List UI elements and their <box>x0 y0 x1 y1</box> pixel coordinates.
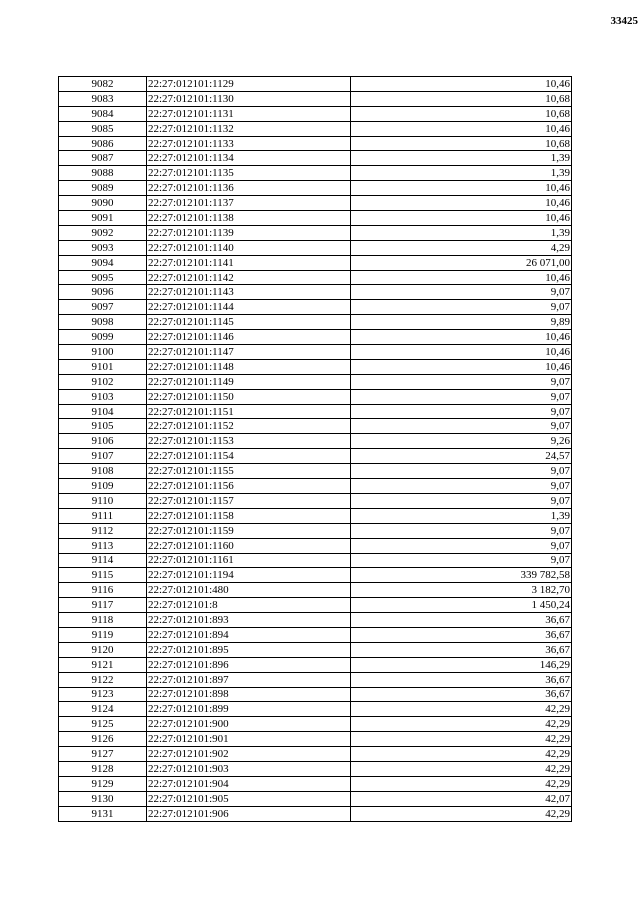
row-number-cell: 9094 <box>59 255 147 270</box>
cadastral-table <box>58 76 572 822</box>
cadastral-number-cell: 22:27:012101:1161 <box>147 553 351 568</box>
area-value-cell: 10,46 <box>351 196 572 211</box>
cadastral-number-cell: 22:27:012101:8 <box>147 598 351 613</box>
cadastral-number-cell: 22:27:012101:896 <box>147 657 351 672</box>
row-number-cell: 9108 <box>59 464 147 479</box>
row-number-cell: 9109 <box>59 479 147 494</box>
page-number: 33425 <box>610 15 638 27</box>
row-number-cell: 9100 <box>59 345 147 360</box>
row-number-cell: 9097 <box>59 300 147 315</box>
cadastral-number-cell: 22:27:012101:897 <box>147 672 351 687</box>
area-value-cell: 9,07 <box>351 285 572 300</box>
row-number-cell: 9084 <box>59 106 147 121</box>
row-number-cell: 9122 <box>59 672 147 687</box>
cadastral-number-cell: 22:27:012101:902 <box>147 747 351 762</box>
cadastral-number-cell: 22:27:012101:1137 <box>147 196 351 211</box>
cadastral-number-cell: 22:27:012101:1133 <box>147 136 351 151</box>
table-row <box>59 583 572 598</box>
area-value-cell: 42,29 <box>351 732 572 747</box>
area-value-cell: 9,89 <box>351 315 572 330</box>
cadastral-number-cell: 22:27:012101:480 <box>147 583 351 598</box>
cadastral-number-cell: 22:27:012101:1156 <box>147 479 351 494</box>
row-number-cell: 9110 <box>59 493 147 508</box>
table-row <box>59 672 572 687</box>
cadastral-number-cell: 22:27:012101:894 <box>147 627 351 642</box>
table-row <box>59 136 572 151</box>
table-row <box>59 747 572 762</box>
table-row <box>59 449 572 464</box>
area-value-cell: 4,29 <box>351 240 572 255</box>
area-value-cell: 10,68 <box>351 106 572 121</box>
area-value-cell: 1,39 <box>351 508 572 523</box>
cadastral-table-body <box>59 77 572 822</box>
row-number-cell: 9090 <box>59 196 147 211</box>
row-number-cell: 9102 <box>59 374 147 389</box>
row-number-cell: 9086 <box>59 136 147 151</box>
table-row <box>59 315 572 330</box>
cadastral-number-cell: 22:27:012101:899 <box>147 702 351 717</box>
row-number-cell: 9083 <box>59 91 147 106</box>
table-row <box>59 285 572 300</box>
area-value-cell: 42,29 <box>351 776 572 791</box>
cadastral-number-cell: 22:27:012101:1147 <box>147 345 351 360</box>
row-number-cell: 9116 <box>59 583 147 598</box>
cadastral-number-cell: 22:27:012101:1148 <box>147 359 351 374</box>
table-row <box>59 345 572 360</box>
cadastral-number-cell: 22:27:012101:1144 <box>147 300 351 315</box>
area-value-cell: 9,07 <box>351 419 572 434</box>
row-number-cell: 9093 <box>59 240 147 255</box>
row-number-cell: 9113 <box>59 538 147 553</box>
row-number-cell: 9101 <box>59 359 147 374</box>
cadastral-number-cell: 22:27:012101:898 <box>147 687 351 702</box>
cadastral-number-cell: 22:27:012101:901 <box>147 732 351 747</box>
area-value-cell: 10,68 <box>351 136 572 151</box>
cadastral-number-cell: 22:27:012101:1130 <box>147 91 351 106</box>
row-number-cell: 9106 <box>59 434 147 449</box>
area-value-cell: 42,29 <box>351 747 572 762</box>
table-row <box>59 77 572 92</box>
table-row <box>59 598 572 613</box>
table-row <box>59 687 572 702</box>
area-value-cell: 9,07 <box>351 389 572 404</box>
table-row <box>59 359 572 374</box>
table-row <box>59 553 572 568</box>
table-row <box>59 627 572 642</box>
table-row <box>59 106 572 121</box>
area-value-cell: 9,07 <box>351 493 572 508</box>
table-row <box>59 702 572 717</box>
row-number-cell: 9131 <box>59 806 147 821</box>
table-row <box>59 91 572 106</box>
row-number-cell: 9092 <box>59 225 147 240</box>
row-number-cell: 9119 <box>59 627 147 642</box>
area-value-cell: 9,07 <box>351 553 572 568</box>
row-number-cell: 9127 <box>59 747 147 762</box>
area-value-cell: 9,07 <box>351 374 572 389</box>
area-value-cell: 1,39 <box>351 166 572 181</box>
area-value-cell: 26 071,00 <box>351 255 572 270</box>
row-number-cell: 9115 <box>59 568 147 583</box>
row-number-cell: 9111 <box>59 508 147 523</box>
cadastral-number-cell: 22:27:012101:1151 <box>147 404 351 419</box>
cadastral-number-cell: 22:27:012101:1134 <box>147 151 351 166</box>
area-value-cell: 42,29 <box>351 717 572 732</box>
table-row <box>59 568 572 583</box>
table-row <box>59 404 572 419</box>
cadastral-number-cell: 22:27:012101:1131 <box>147 106 351 121</box>
row-number-cell: 9091 <box>59 211 147 226</box>
area-value-cell: 36,67 <box>351 613 572 628</box>
cadastral-number-cell: 22:27:012101:906 <box>147 806 351 821</box>
row-number-cell: 9124 <box>59 702 147 717</box>
row-number-cell: 9125 <box>59 717 147 732</box>
cadastral-number-cell: 22:27:012101:1154 <box>147 449 351 464</box>
table-row <box>59 806 572 821</box>
table-row <box>59 374 572 389</box>
row-number-cell: 9088 <box>59 166 147 181</box>
area-value-cell: 10,46 <box>351 330 572 345</box>
table-row <box>59 508 572 523</box>
cadastral-number-cell: 22:27:012101:1158 <box>147 508 351 523</box>
area-value-cell: 10,46 <box>351 345 572 360</box>
table-row <box>59 196 572 211</box>
row-number-cell: 9117 <box>59 598 147 613</box>
area-value-cell: 1,39 <box>351 151 572 166</box>
area-value-cell: 36,67 <box>351 642 572 657</box>
cadastral-number-cell: 22:27:012101:1140 <box>147 240 351 255</box>
area-value-cell: 10,46 <box>351 77 572 92</box>
row-number-cell: 9114 <box>59 553 147 568</box>
table-row <box>59 523 572 538</box>
cadastral-number-cell: 22:27:012101:1155 <box>147 464 351 479</box>
table-row <box>59 791 572 806</box>
area-value-cell: 9,07 <box>351 404 572 419</box>
table-row <box>59 151 572 166</box>
cadastral-number-cell: 22:27:012101:1153 <box>147 434 351 449</box>
table-row <box>59 300 572 315</box>
cadastral-number-cell: 22:27:012101:904 <box>147 776 351 791</box>
row-number-cell: 9107 <box>59 449 147 464</box>
area-value-cell: 42,07 <box>351 791 572 806</box>
area-value-cell: 36,67 <box>351 627 572 642</box>
table-row <box>59 240 572 255</box>
row-number-cell: 9104 <box>59 404 147 419</box>
row-number-cell: 9089 <box>59 181 147 196</box>
table-row <box>59 211 572 226</box>
row-number-cell: 9128 <box>59 761 147 776</box>
area-value-cell: 9,26 <box>351 434 572 449</box>
row-number-cell: 9120 <box>59 642 147 657</box>
row-number-cell: 9099 <box>59 330 147 345</box>
table-row <box>59 613 572 628</box>
table-row <box>59 270 572 285</box>
cadastral-number-cell: 22:27:012101:1135 <box>147 166 351 181</box>
table-row <box>59 479 572 494</box>
table-row <box>59 389 572 404</box>
area-value-cell: 9,07 <box>351 479 572 494</box>
cadastral-number-cell: 22:27:012101:1138 <box>147 211 351 226</box>
area-value-cell: 10,68 <box>351 91 572 106</box>
table-row <box>59 642 572 657</box>
row-number-cell: 9103 <box>59 389 147 404</box>
area-value-cell: 9,07 <box>351 523 572 538</box>
table-row <box>59 121 572 136</box>
table-row <box>59 464 572 479</box>
row-number-cell: 9096 <box>59 285 147 300</box>
row-number-cell: 9121 <box>59 657 147 672</box>
area-value-cell: 24,57 <box>351 449 572 464</box>
area-value-cell: 3 182,70 <box>351 583 572 598</box>
cadastral-number-cell: 22:27:012101:1143 <box>147 285 351 300</box>
cadastral-number-cell: 22:27:012101:1145 <box>147 315 351 330</box>
cadastral-number-cell: 22:27:012101:1152 <box>147 419 351 434</box>
table-row <box>59 732 572 747</box>
table-row <box>59 225 572 240</box>
row-number-cell: 9112 <box>59 523 147 538</box>
row-number-cell: 9098 <box>59 315 147 330</box>
row-number-cell: 9129 <box>59 776 147 791</box>
row-number-cell: 9118 <box>59 613 147 628</box>
cadastral-number-cell: 22:27:012101:1129 <box>147 77 351 92</box>
area-value-cell: 9,07 <box>351 538 572 553</box>
area-value-cell: 42,29 <box>351 806 572 821</box>
cadastral-number-cell: 22:27:012101:1136 <box>147 181 351 196</box>
area-value-cell: 9,07 <box>351 464 572 479</box>
table-row <box>59 761 572 776</box>
table-row <box>59 255 572 270</box>
table-row <box>59 776 572 791</box>
area-value-cell: 42,29 <box>351 702 572 717</box>
cadastral-number-cell: 22:27:012101:903 <box>147 761 351 776</box>
cadastral-number-cell: 22:27:012101:1159 <box>147 523 351 538</box>
cadastral-number-cell: 22:27:012101:1141 <box>147 255 351 270</box>
area-value-cell: 146,29 <box>351 657 572 672</box>
cadastral-number-cell: 22:27:012101:1146 <box>147 330 351 345</box>
table-row <box>59 419 572 434</box>
cadastral-number-cell: 22:27:012101:1142 <box>147 270 351 285</box>
row-number-cell: 9123 <box>59 687 147 702</box>
row-number-cell: 9105 <box>59 419 147 434</box>
area-value-cell: 10,46 <box>351 121 572 136</box>
table-row <box>59 538 572 553</box>
area-value-cell: 9,07 <box>351 300 572 315</box>
table-row <box>59 166 572 181</box>
area-value-cell: 339 782,58 <box>351 568 572 583</box>
table-row <box>59 434 572 449</box>
table-row <box>59 657 572 672</box>
cadastral-number-cell: 22:27:012101:1139 <box>147 225 351 240</box>
table-row <box>59 493 572 508</box>
row-number-cell: 9095 <box>59 270 147 285</box>
cadastral-number-cell: 22:27:012101:1157 <box>147 493 351 508</box>
area-value-cell: 42,29 <box>351 761 572 776</box>
row-number-cell: 9126 <box>59 732 147 747</box>
row-number-cell: 9087 <box>59 151 147 166</box>
cadastral-number-cell: 22:27:012101:1150 <box>147 389 351 404</box>
cadastral-number-cell: 22:27:012101:905 <box>147 791 351 806</box>
cadastral-number-cell: 22:27:012101:1160 <box>147 538 351 553</box>
cadastral-number-cell: 22:27:012101:1132 <box>147 121 351 136</box>
area-value-cell: 10,46 <box>351 181 572 196</box>
area-value-cell: 1 450,24 <box>351 598 572 613</box>
table-row <box>59 330 572 345</box>
area-value-cell: 10,46 <box>351 211 572 226</box>
area-value-cell: 10,46 <box>351 359 572 374</box>
area-value-cell: 1,39 <box>351 225 572 240</box>
table-row <box>59 181 572 196</box>
area-value-cell: 36,67 <box>351 687 572 702</box>
area-value-cell: 36,67 <box>351 672 572 687</box>
row-number-cell: 9082 <box>59 77 147 92</box>
area-value-cell: 10,46 <box>351 270 572 285</box>
table-row <box>59 717 572 732</box>
cadastral-number-cell: 22:27:012101:1149 <box>147 374 351 389</box>
cadastral-number-cell: 22:27:012101:1194 <box>147 568 351 583</box>
cadastral-number-cell: 22:27:012101:895 <box>147 642 351 657</box>
cadastral-number-cell: 22:27:012101:900 <box>147 717 351 732</box>
cadastral-number-cell: 22:27:012101:893 <box>147 613 351 628</box>
row-number-cell: 9085 <box>59 121 147 136</box>
row-number-cell: 9130 <box>59 791 147 806</box>
